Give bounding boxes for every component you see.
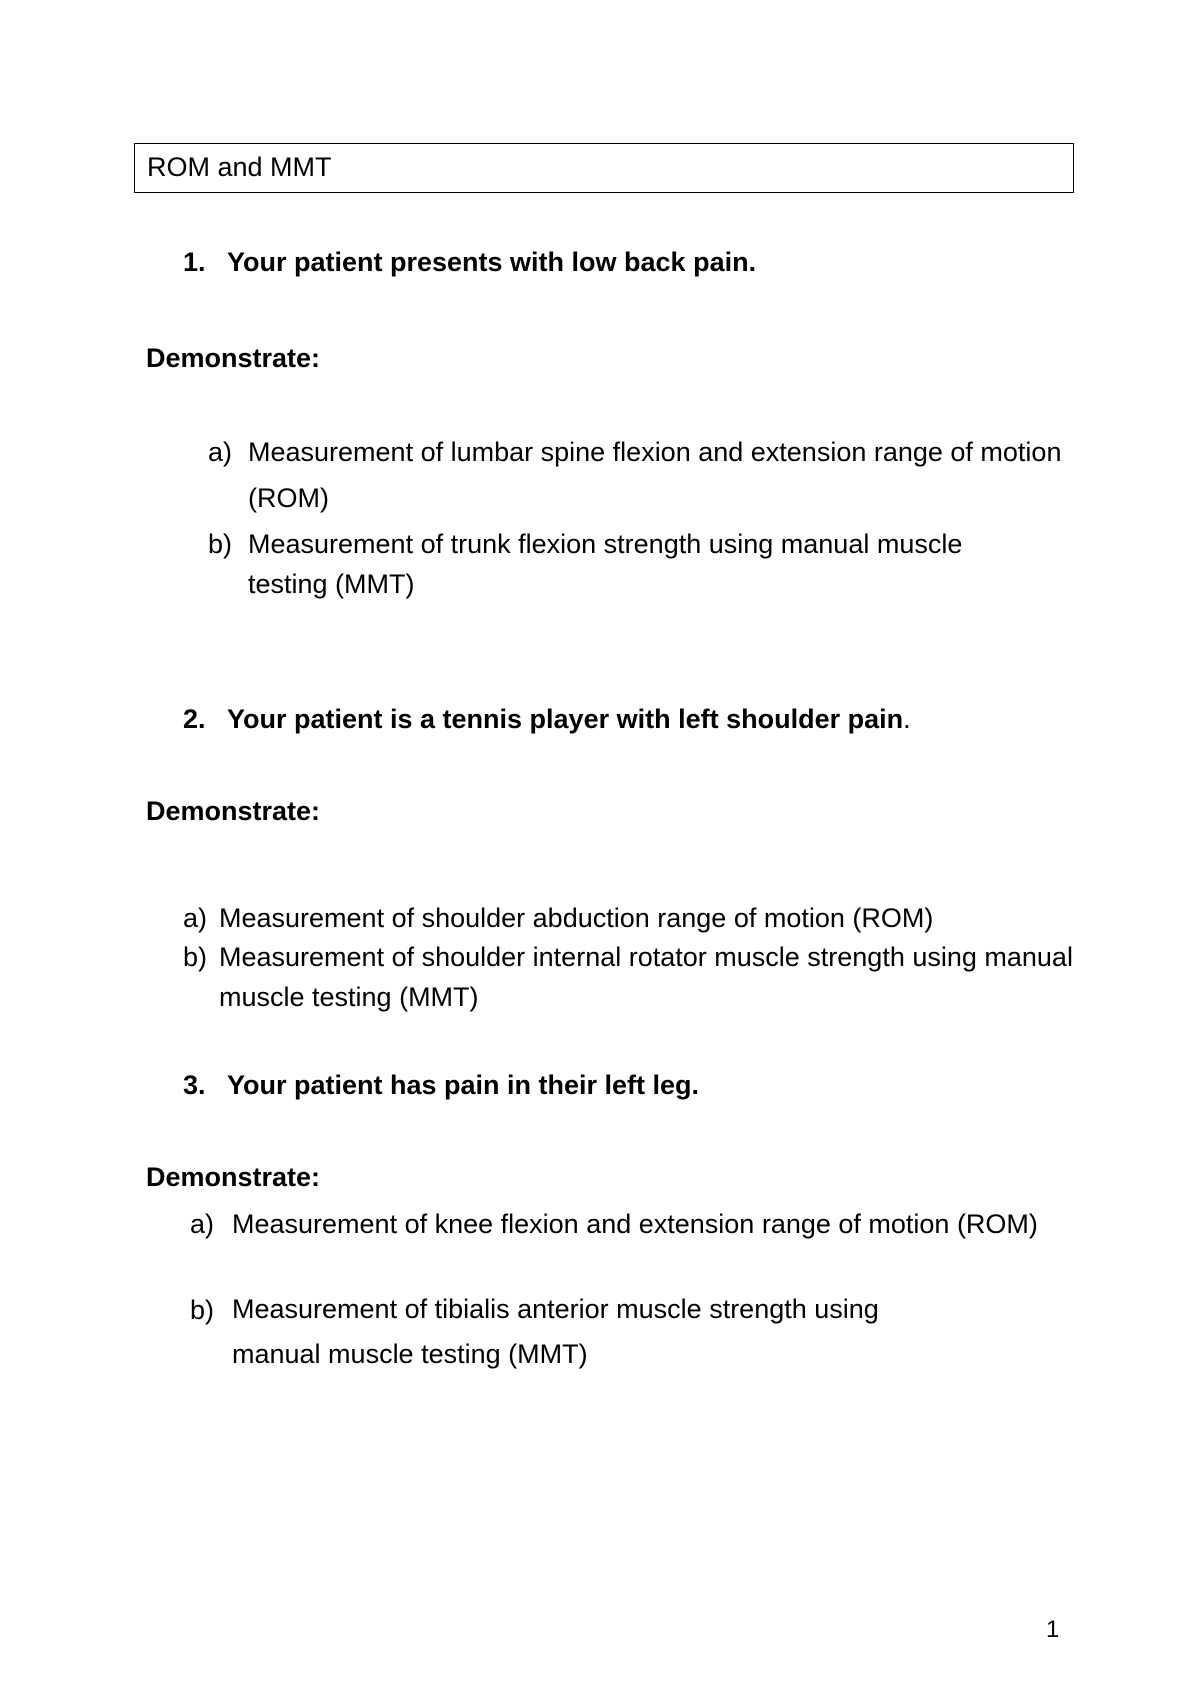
question-1-item-b [208, 524, 1078, 614]
question-3-prompt [183, 1070, 699, 1101]
page-number: 1 [1046, 1616, 1060, 1643]
question-2-item-b-text: Measurement of shoulder internal rotator muscle strength using manual muscle testing (MMT) [219, 942, 1073, 1012]
question-1-demonstrate-label: Demonstrate: [146, 343, 321, 373]
question-3-item-b-text: Measurement of tibialis anterior muscle strength using manual muscle testing (MMT) [232, 1294, 879, 1369]
question-3-number: 3. [183, 1070, 206, 1100]
question-3-item-a-text: Measurement of knee flexion and extension range of motion (ROM) [232, 1209, 1038, 1239]
question-2-item-a-text: Measurement of shoulder abduction range of motion (ROM) [219, 903, 934, 933]
question-3-item-a-label: a) [190, 1209, 215, 1239]
question-2-item-b [183, 937, 1083, 1017]
question-2-item-a-label: a) [183, 903, 208, 933]
question-2-item-b-label: b) [183, 942, 208, 972]
question-1-number: 1. [183, 247, 206, 277]
question-2-prompt [183, 704, 911, 735]
question-3-demonstrate-label: Demonstrate: [146, 1162, 321, 1192]
question-2-number: 2. [183, 704, 206, 734]
question-3-item-b-label: b) [190, 1295, 215, 1325]
question-1-item-a [208, 432, 1078, 522]
question-1-item-a-text: Measurement of lumbar spine flexion and extension range of motion (ROM) [248, 437, 1062, 513]
question-3-text: Your patient has pain in their left leg. [227, 1070, 700, 1100]
question-2-item-a [183, 898, 1083, 938]
page-title-text: ROM and MMT [147, 152, 332, 182]
question-3-item-b [190, 1290, 1070, 1380]
question-2-text: Your patient is a tennis player with left shoulder pain [227, 704, 904, 734]
question-1-text: Your patient presents with low back pain. [227, 247, 757, 277]
question-2-demonstrate-label: Demonstrate: [146, 796, 321, 826]
question-1-prompt [183, 247, 756, 278]
question-1-item-b-text: Measurement of trunk flexion strength using manual muscle testing (MMT) [248, 529, 963, 599]
page-title [134, 143, 1074, 193]
question-2-suffix: . [903, 704, 911, 734]
question-1-item-a-label: a) [208, 437, 233, 467]
question-3-item-a [190, 1204, 1070, 1284]
question-1-item-b-label: b) [208, 529, 233, 559]
